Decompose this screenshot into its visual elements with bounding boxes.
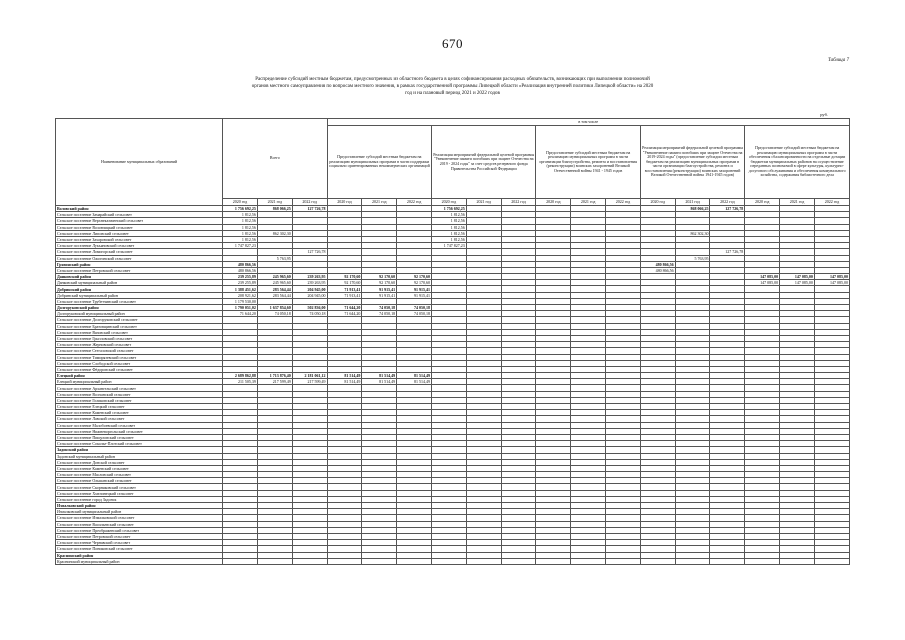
row-name: Данковский район <box>56 274 223 280</box>
row-value: 1 637 854,60 <box>257 305 292 311</box>
row-name: Сельское поселение Липовский сельсовет <box>56 230 223 236</box>
row-value: 71 644,20 <box>327 305 362 311</box>
header-group-1: Предоставление субсидий местным бюджетам на реализацию муниципальных программ в части поддержки социально ориентированных некоммерческих организаций <box>327 126 431 199</box>
row-value: 127 726,78 <box>710 249 745 255</box>
table-header <box>56 119 850 206</box>
row-value <box>292 558 327 564</box>
row-value: 92 170,60 <box>397 280 432 286</box>
row-value: 868 066,25 <box>675 206 710 212</box>
row-value: 92 170,60 <box>362 280 397 286</box>
header-year: 2021 год <box>571 199 606 206</box>
row-value: 81 514,49 <box>327 379 362 385</box>
row-value: 92 170,60 <box>362 274 397 280</box>
row-name: Сельское поселение Донской сельсовет <box>56 459 223 465</box>
row-name: Добринский район <box>56 286 223 292</box>
row-value: 71 913,41 <box>327 292 362 298</box>
row-value <box>780 558 815 564</box>
row-value: 217 599,49 <box>292 379 327 385</box>
row-value: 147 085,00 <box>780 274 815 280</box>
row-value <box>745 558 780 564</box>
row-value: 1 812,56 <box>223 236 258 242</box>
row-name: Воловский район <box>56 206 223 212</box>
row-name: Сельское поселение Пищуловский сельсовет <box>56 434 223 440</box>
row-value: 1 756 692,25 <box>223 206 258 212</box>
row-name: Задонский район <box>56 447 223 453</box>
row-name: Сельское поселение Жерновский сельсовет <box>56 342 223 348</box>
row-value: 74 050,18 <box>397 305 432 311</box>
row-value: 91 915,41 <box>397 292 432 298</box>
row-name: Сельское поселение Каменский сельсовет <box>56 465 223 471</box>
row-value: 92 170,60 <box>327 274 362 280</box>
row-value: 147 085,00 <box>814 274 849 280</box>
row-value: 211 505,39 <box>223 379 258 385</box>
row-value <box>223 558 258 564</box>
row-value: 147 085,00 <box>814 280 849 286</box>
row-value <box>571 558 606 564</box>
row-value: 217 599,49 <box>257 379 292 385</box>
row-value: 1 179 530,00 <box>223 298 258 304</box>
row-name: Сельское поселение Тимирязевский сельсовет <box>56 354 223 360</box>
row-name: Краснинский район <box>56 552 223 558</box>
header-group-5: Предоставление субсидий местным бюджетам на реализацию муниципальных программ в части обеспечения сбалансированности на отдельные дотации бюджетам муниципальных районов на осуществление переданных полномочий в сфере культуры, культурно-досугового обслуживания и обеспечения коммунального хозяйства, содержания библиотечного дела <box>745 126 850 199</box>
row-value: 74 050,18 <box>257 311 292 317</box>
unit-label: руб. <box>820 112 828 117</box>
row-name: Сельское поселение Волчанский сельсовет <box>56 391 223 397</box>
row-value <box>327 558 362 564</box>
header-super: в том числе <box>327 119 849 126</box>
row-name: Сельское поселение Скорняковский сельсовет <box>56 484 223 490</box>
row-name: Сельское поселение Фёдоровский сельсовет <box>56 366 223 372</box>
header-year: 2022 год <box>292 199 327 206</box>
row-value <box>431 558 466 564</box>
row-value: 71 644,20 <box>223 311 258 317</box>
header-name: Наименование муниципальных образований <box>56 119 223 206</box>
row-name: Сельское поселение Голиковский сельсовет <box>56 397 223 403</box>
header-year: 2020 год <box>223 199 258 206</box>
row-name: Сельское поселение Петровский сельсовет <box>56 533 223 539</box>
row-value <box>257 558 292 564</box>
row-name: Сельское поселение Малобоевский сельсовет <box>56 422 223 428</box>
row-name: Добринский муниципальный район <box>56 292 223 298</box>
row-name: Сельское поселение Слободской сельсовет <box>56 360 223 366</box>
row-value: 5 763,95 <box>257 255 292 261</box>
distribution-table <box>55 118 850 565</box>
row-value: 81 514,49 <box>397 373 432 379</box>
row-value: 502 836,00 <box>292 305 327 311</box>
row-name: Сельское поселение Ольшанский сельсовет <box>56 478 223 484</box>
row-name: Измалковский район <box>56 503 223 509</box>
row-value: 92 170,60 <box>327 280 362 286</box>
row-value: 1 747 827,23 <box>431 243 466 249</box>
header-group-2: Реализация мероприятий федеральной целевой программы "Увековечение памяти погибших при защите Отечества на 2019 - 2024 годы" за счет средств резервного фонда Правительства Российской Федерации <box>431 126 535 199</box>
row-value <box>606 558 641 564</box>
row-value: 1 812,56 <box>431 230 466 236</box>
header-year: 2021 год <box>675 199 710 206</box>
row-name: Сельское поселение Воловчицкий сельсовет <box>56 224 223 230</box>
header-year: 2022 год <box>606 199 641 206</box>
row-value <box>814 558 849 564</box>
row-name: Долгоруковский район <box>56 305 223 311</box>
row-value: 2 689 862,88 <box>223 373 258 379</box>
row-value: 862 302,30 <box>257 230 292 236</box>
row-value: 71 644,20 <box>327 311 362 317</box>
row-value: 480 866,56 <box>640 267 675 273</box>
row-value: 2 181 061,12 <box>292 373 327 379</box>
row-value: 81 514,49 <box>327 373 362 379</box>
row-name: Сельское поселение Каменский сельсовет <box>56 410 223 416</box>
row-value: 147 085,00 <box>745 274 780 280</box>
row-name: Сельское поселение Соколье-Плотский сельсовет <box>56 441 223 447</box>
row-value: 1 756 692,25 <box>431 206 466 212</box>
row-value: 868 066,25 <box>257 206 292 212</box>
row-value: 74 050,18 <box>292 311 327 317</box>
row-value: 239 255,89 <box>223 280 258 286</box>
row-value: 204 945,00 <box>292 292 327 298</box>
row-value <box>675 558 710 564</box>
header-year: 2021 год <box>466 199 501 206</box>
row-value: 239 255,89 <box>223 274 258 280</box>
row-name: Сельское поселение Елецкий сельсовет <box>56 404 223 410</box>
row-name: Сельское поселение Вязовский сельсовет <box>56 329 223 335</box>
header-total: Всего <box>223 119 327 199</box>
row-value: 127 726,78 <box>710 206 745 212</box>
row-value: 127 726,78 <box>292 249 327 255</box>
row-value: 1 812,56 <box>223 212 258 218</box>
row-value: 208 921,62 <box>223 292 258 298</box>
row-value <box>466 558 501 564</box>
row-value: 1 812,56 <box>223 230 258 236</box>
row-value: 1 790 051,02 <box>223 305 258 311</box>
row-name: Сельское поселение Хмелинецкий сельсовет <box>56 490 223 496</box>
row-value: 1 812,56 <box>431 224 466 230</box>
row-value: 283 564,44 <box>257 286 292 292</box>
row-value: 92 170,60 <box>397 274 432 280</box>
row-name: Сельское поселение Замарайский сельсовет <box>56 212 223 218</box>
header-year: 2020 год <box>640 199 675 206</box>
row-name: Сельское поселение Масловский сельсовет <box>56 472 223 478</box>
row-value: 283 564,44 <box>257 292 292 298</box>
row-name: Сельское поселение Лукьяновский сельсовет <box>56 243 223 249</box>
row-name: Задонский муниципальный район <box>56 453 223 459</box>
row-value <box>640 558 675 564</box>
row-name: Сельское поселение Измалковский сельсовет <box>56 515 223 521</box>
row-name: Сельское поселение Грызловский сельсовет <box>56 335 223 341</box>
header-year: 2020 год <box>327 199 362 206</box>
header-year: 2020 год <box>536 199 571 206</box>
row-value: 245 965,60 <box>257 274 292 280</box>
row-name: Сельское поселение Ожогинский сельсовет <box>56 255 223 261</box>
row-value: 480 866,56 <box>223 261 258 267</box>
header-year: 2022 год <box>397 199 432 206</box>
table-title: Распределение субсидий местным бюджетам, предусмотренных из областного бюджета в целях софинансирования расходных обязательств, возникающих при выполнении полномочий органов местного самоуправления по вопросам местного значения, в рамках государственной программы Липецкой области «Реализация внутренней политики Липецкой области» на 2020 год и на плановый период 2021 и 2022 годов <box>251 77 654 96</box>
row-name: Елецкий район <box>56 373 223 379</box>
row-value: 91 915,41 <box>397 286 432 292</box>
row-name: Сельское поселение Ломигорский сельсовет <box>56 249 223 255</box>
row-name: Долгоруковский муниципальный район <box>56 311 223 317</box>
row-value: 239 263,95 <box>292 280 327 286</box>
row-value: 71 913,41 <box>327 286 362 292</box>
row-value: 81 514,49 <box>362 379 397 385</box>
row-name: Сельское поселение Архангельский сельсовет <box>56 385 223 391</box>
row-value: 74 050,18 <box>362 305 397 311</box>
row-name: Сельское поселение Верхнеказаченский сельсовет <box>56 218 223 224</box>
header-year: 2022 год <box>710 199 745 206</box>
row-name: Сельское поселение Захаровский сельсовет <box>56 236 223 242</box>
row-value: 91 915,41 <box>362 286 397 292</box>
row-name: Сельское поселение город Задонск <box>56 496 223 502</box>
row-value: 1 388 451,62 <box>223 286 258 292</box>
row-value: 1 812,56 <box>431 218 466 224</box>
header-group-4: Реализация мероприятий федеральной целевой программы "Увековечение памяти погибших при защите Отечества на 2019-2024 годы" (предоставление субсидии местным бюджетам на реализацию муниципальных программ в части организации благоустройства, ремонта и восстановления (реконструкции) воинских захоронений Великой Отечественной войны 1941-1945 годов) <box>640 126 744 199</box>
row-value <box>501 558 536 564</box>
row-value <box>536 558 571 564</box>
row-name: Сельское поселение Стегаловский сельсовет <box>56 348 223 354</box>
distribution-table-wrapper <box>55 118 850 565</box>
row-value: 1 747 827,23 <box>223 243 258 249</box>
row-name: Сельское поселение Петровский сельсовет <box>56 267 223 273</box>
row-value: 239 263,95 <box>292 274 327 280</box>
header-year: 2021 год <box>362 199 397 206</box>
row-name: Сельское поселение Братовщинский сельсовет <box>56 323 223 329</box>
header-year: 2020 год <box>431 199 466 206</box>
header-group-3: Предоставление субсидий местным бюджетам на реализацию муниципальных программ в части организации благоустройства, ремонта и восстановления (реконструкции) воинских захоронений Великой Отечественной войны 1941 - 1945 годов <box>536 126 640 199</box>
row-name: Сельское поселение Васильевский сельсовет <box>56 521 223 527</box>
page-number: 670 <box>442 36 463 51</box>
row-value: 147 085,00 <box>780 280 815 286</box>
row-name: Сельское поселение Чернавский сельсовет <box>56 540 223 546</box>
row-value: 74 050,18 <box>362 311 397 317</box>
row-value: 1 812,56 <box>223 224 258 230</box>
row-name: Измалковский муниципальный район <box>56 509 223 515</box>
header-year: 2021 год <box>257 199 292 206</box>
row-name: Грязинский район <box>56 261 223 267</box>
row-value: 147 085,00 <box>745 280 780 286</box>
row-name: Сельское поселение Трубетчинский сельсовет <box>56 298 223 304</box>
row-value: 91 915,41 <box>362 292 397 298</box>
row-value: 1 812,56 <box>223 218 258 224</box>
header-year: 2022 год <box>814 199 849 206</box>
row-value: 127 726,78 <box>292 206 327 212</box>
row-value <box>710 558 745 564</box>
row-name: Сельское поселение Преображенский сельсовет <box>56 527 223 533</box>
row-value: 245 965,60 <box>257 280 292 286</box>
row-name: Краснинский муниципальный район <box>56 558 223 564</box>
header-year: 2021 год <box>780 199 815 206</box>
row-value: 1 713 876,40 <box>257 373 292 379</box>
row-name: Елецкий муниципальный район <box>56 379 223 385</box>
row-value: 5 763,95 <box>675 255 710 261</box>
row-name: Сельское поселение Пониковский сельсовет <box>56 546 223 552</box>
row-value <box>397 558 432 564</box>
row-value: 81 514,49 <box>362 373 397 379</box>
row-value: 1 812,56 <box>431 236 466 242</box>
row-value: 1 812,56 <box>431 212 466 218</box>
row-value: 204 945,00 <box>292 286 327 292</box>
row-name: Сельское поселение Лавский сельсовет <box>56 416 223 422</box>
row-value: 480 866,56 <box>223 267 258 273</box>
row-name: Сельское поселение Нижневоргольский сельсовет <box>56 428 223 434</box>
table-body <box>56 206 850 565</box>
row-name: Данковский муниципальный район <box>56 280 223 286</box>
header-year: 2022 год <box>501 199 536 206</box>
header-year: 2020 год <box>745 199 780 206</box>
table-row <box>56 558 850 564</box>
row-value: 74 050,18 <box>397 311 432 317</box>
row-value: 480 866,56 <box>640 261 675 267</box>
row-name: Сельское поселение Долгоруковский сельсовет <box>56 317 223 323</box>
row-value: 81 514,49 <box>397 379 432 385</box>
table-tag: Таблица 7 <box>828 58 849 63</box>
row-value: 862 302,30 <box>675 230 710 236</box>
row-value <box>362 558 397 564</box>
